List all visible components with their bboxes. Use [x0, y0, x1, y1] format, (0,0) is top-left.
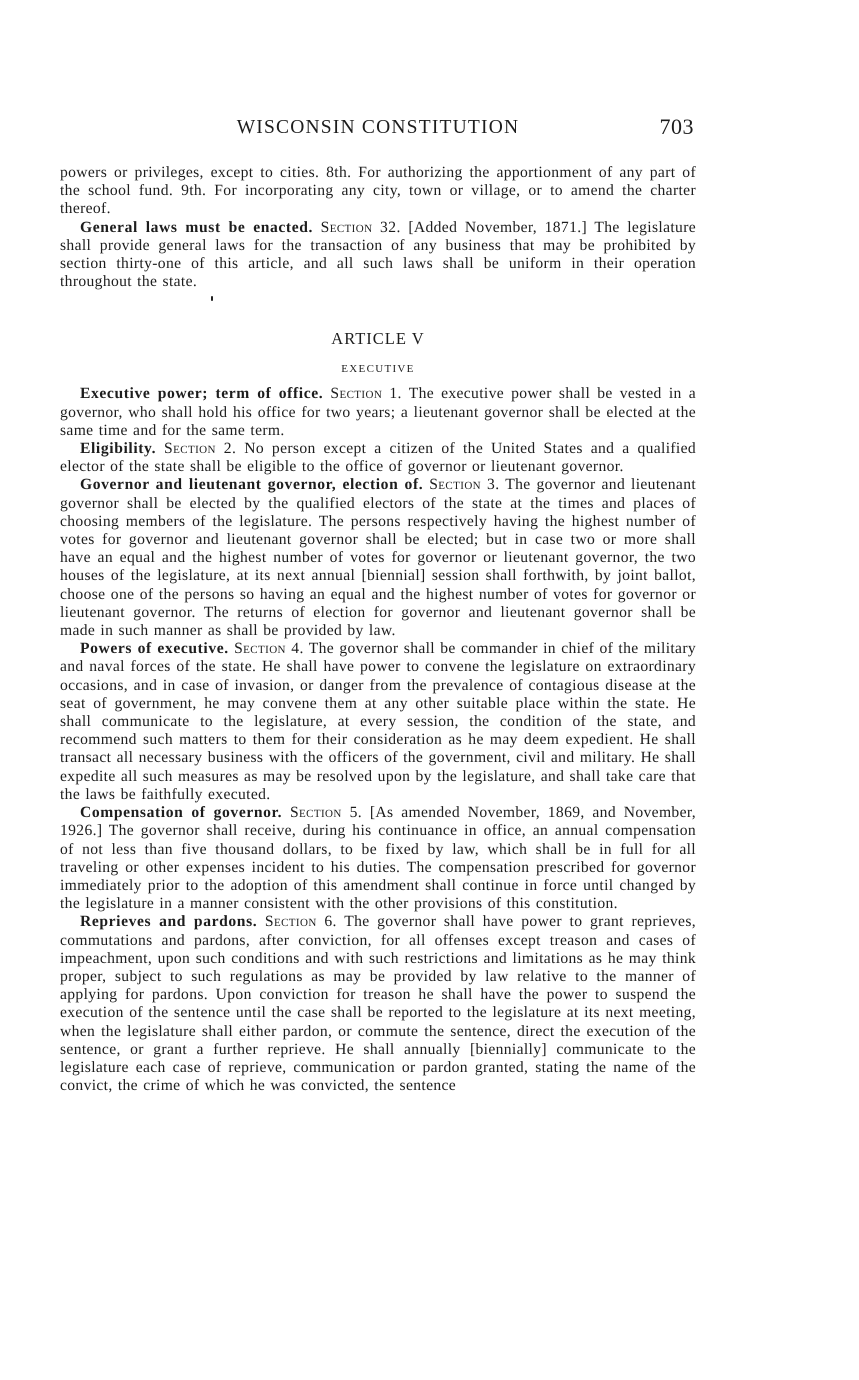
section-3-heading: Governor and lieutenant governor, election of. — [80, 476, 424, 494]
section-2-paragraph — [60, 440, 696, 476]
section-5-paragraph — [60, 804, 696, 913]
article-v-body — [60, 385, 696, 1095]
section-5-text: [As amended November, 1869, and November, 1926.] The governor shall receive, during his continuance in office, an annual compensation of not less than five thousand dollars, to be fixed by law, which shall be in full for all traveling or other expenses incident to his duties. The compensation prescribed for governor immediately prior to the adoption of this amendment shall continue in force until changed by the legislature in a manner consistent with the other provisions of this constitution. — [60, 804, 697, 913]
section-2-heading: Eligibility. — [80, 440, 157, 458]
section-1-text: The executive power shall be vested in a governor, who shall hold his office for two years; a lieutenant governor shall be elected at the same time and for the same term. — [60, 385, 697, 439]
section-3-paragraph — [60, 476, 696, 640]
continuation-paragraph: powers or privileges, except to cities. 8th. For authorizing the apportionment of any part of the school fund. 9th. For incorporating any city, town or village, or to amend the charter thereof. — [60, 164, 696, 218]
section-4-ref: Section 4. — [234, 640, 304, 658]
section-6-paragraph — [60, 913, 696, 1095]
section-3-text: The governor and lieutenant governor shall be elected by the qualified electors of the state at the times and places of choosing members of the legislature. The persons respectively having the highest number of votes for governor and lieutenant governor shall be elected; but in case two or more shall have an equal and the highest number of votes for governor or lieutenant governor, the two houses of the legislature, at its next annual [biennial] session shall forthwith, by joint ballot, choose one of the persons so having an equal and the highest number of votes for governor or lieutenant governor. The returns of election for governor and lieutenant governor shall be made in such manner as shall be provided by law. — [60, 476, 697, 640]
section-4-heading: Powers of executive. — [80, 640, 229, 658]
section-5-heading: Compensation of governor. — [80, 804, 283, 822]
section-4-text: The governor shall be commander in chief of the military and naval forces of the state. He shall have power to convene the legislature on extraordinary occasions, and in case of invasion, or danger from the prevalence of contagious disease at the seat of government, he may convene them at any other suitable place within the state. He shall communicate to the legislature, at every session, the condition of the state, and recommend such matters to them for their consideration as he may deem expedient. He shall transact all necessary business with the officers of the government, civil and military. He shall expedite all such measures as may be resolved upon by the legislature, and shall take care that the laws be faithfully executed. — [60, 640, 697, 803]
section-2-ref: Section 2. — [164, 440, 237, 458]
page-number: 703 — [659, 114, 694, 139]
section-1-ref: Section 1. — [330, 385, 402, 403]
section-32-paragraph — [60, 219, 696, 292]
section-32-heading: General laws must be enacted. — [80, 218, 314, 236]
section-32-ref: Section 32. — [320, 218, 401, 236]
article-title: ARTICLE V — [331, 329, 425, 349]
article-iv-tail — [60, 164, 696, 291]
section-6-text: The governor shall have power to grant reprieves, commutations and pardons, after conviction, for all offenses except treason and cases of impeachment, upon such conditions and with such restrictions and limitations as he may think proper, subject to such regulations as may be provided by law relative to the manner of applying for pardons. Upon conviction for treason he shall have the power to suspend the execution of the sentence until the case shall be reported to the legislature at its next meeting, when the legislature shall either pardon, or commute the sentence, direct the execution of the sentence, or grant a further reprieve. He shall annually [biennially] communicate to the legislature each case of reprieve, communication or pardon granted, stating the name of the convict, the crime of which he was convicted, the sentence — [60, 913, 696, 1095]
section-1-paragraph — [60, 385, 696, 440]
running-title: WISCONSIN CONSTITUTION — [236, 117, 520, 138]
section-6-ref: Section 6. — [264, 913, 337, 931]
section-3-ref: Section 3. — [429, 476, 500, 494]
document-page — [60, 112, 696, 1095]
section-32-text: [Added November, 1871.] The legislature shall provide general laws for the transaction of any business that may be prohibited by section thirty-one of this article, and all such laws shall be uniform in their operation throughout the state. — [60, 218, 697, 291]
section-4-paragraph — [60, 640, 696, 804]
section-5-ref: Section 5. — [289, 804, 363, 822]
article-subtitle: EXECUTIVE — [341, 363, 415, 376]
section-2-text: No person except a citizen of the United States and a qualified elector of the state shall be eligible to the office of governor or lieutenant governor. — [60, 440, 697, 476]
section-6-heading: Reprieves and pardons. — [80, 913, 258, 931]
running-head — [60, 112, 696, 152]
section-1-heading: Executive power; term of office. — [80, 385, 324, 403]
